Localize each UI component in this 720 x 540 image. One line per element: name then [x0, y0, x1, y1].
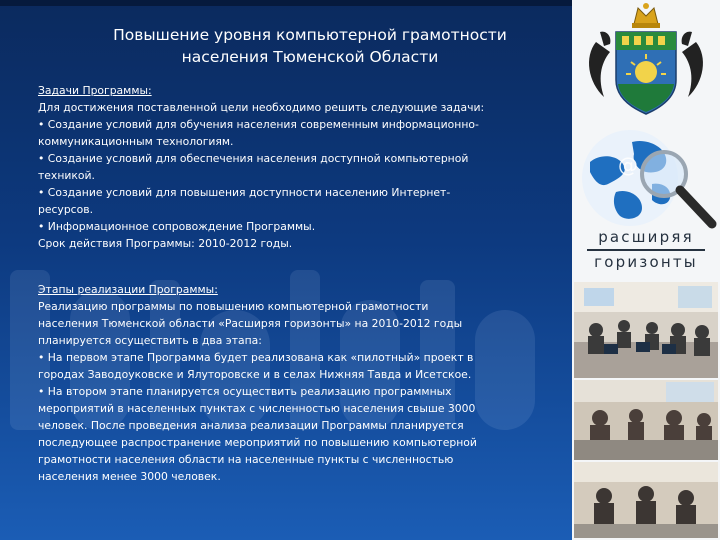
brand-logo [572, 228, 720, 272]
section-stages-line: последующее распространение мероприятий по повышению компьютерной [38, 436, 477, 449]
brand-line-2: горизонты [594, 253, 698, 271]
section-stages-line: населения Тюменской области «Расширяя горизонты» на 2010-2012 годы [38, 317, 463, 330]
section-tasks-line: коммуникационным технологиям. [38, 135, 234, 148]
brand-separator [587, 249, 705, 251]
section-tasks-line: • Создание условий для обучения населения современным информационно- [38, 118, 479, 131]
brand-line-1: расширяя [598, 228, 694, 246]
svg-text:@: @ [618, 153, 638, 177]
section-tasks-line: техникой. [38, 169, 95, 182]
section-stages-line: мероприятий в населенных пунктах с численностью населения свыше 3000 [38, 402, 476, 415]
section-stages-line: Реализацию программы по повышению компьютерной грамотности [38, 300, 429, 313]
section-stages-line: • На первом этапе Программа будет реализована как «пилотный» проект в [38, 351, 474, 364]
section-stages-line: грамотности населения области на населенные пункты с численностью [38, 453, 454, 466]
section-stages-line: городах Заводоуковске и Ялуторовске и в селах Нижняя Тавда и Исетское. [38, 368, 472, 381]
title-line-1: Повышение уровня компьютерной грамотности [113, 26, 507, 44]
section-stages-heading: Этапы реализации Программы: [38, 283, 218, 296]
section-stages [38, 281, 566, 485]
section-tasks-line: Срок действия Программы: 2010-2012 годы. [38, 237, 293, 250]
crown-icon [632, 3, 660, 28]
section-tasks-line: Для достижения поставленной цели необходимо решить следующие задачи: [38, 101, 485, 114]
section-stages-line: человек. После проведения анализа реализации Программы планируется [38, 419, 464, 432]
classroom-photo-3 [574, 462, 718, 538]
classroom-photo-1 [574, 282, 718, 378]
section-stages-line: населения менее 3000 человек. [38, 470, 221, 483]
classroom-photo-2 [574, 380, 718, 460]
title-line-2: населения Тюменской Области [181, 48, 439, 66]
section-tasks [38, 82, 566, 252]
section-tasks-line: • Создание условий для повышения доступности населению Интернет- [38, 186, 451, 199]
section-tasks-line: ресурсов. [38, 203, 94, 216]
section-tasks-line: • Информационное сопровождение Программы. [38, 220, 316, 233]
section-stages-line: • На втором этапе планируется осуществить реализацию программных [38, 385, 452, 398]
page-title [60, 24, 560, 68]
section-stages-line: планируется осуществить в два этапа: [38, 334, 262, 347]
coat-of-arms-icon [576, 2, 716, 120]
section-tasks-line: • Создание условий для обеспечения населения доступной компьютерной [38, 152, 469, 165]
globe-illustration [572, 122, 720, 232]
section-tasks-heading: Задачи Программы: [38, 84, 152, 97]
